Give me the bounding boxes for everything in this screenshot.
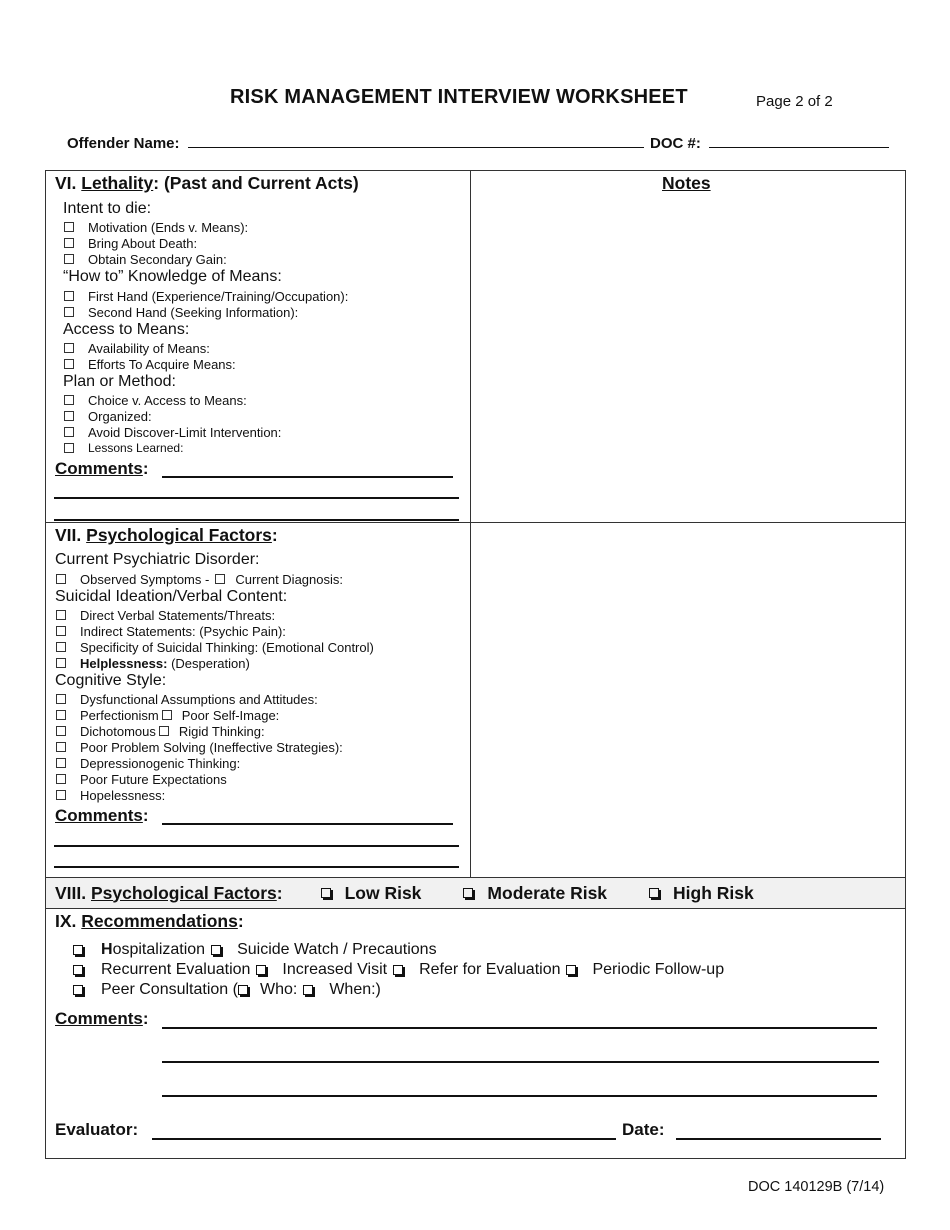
section-9-comments-line[interactable] <box>162 1061 879 1063</box>
checkbox-icon <box>56 758 66 768</box>
checkbox-item[interactable]: Organized: <box>64 408 281 424</box>
checkbox-item[interactable]: Availability of Means: <box>64 340 236 356</box>
checkbox-item[interactable]: Hopelessness: <box>56 787 343 803</box>
suicidal-ideation-label: Suicidal Ideation/Verbal Content: <box>55 588 288 605</box>
page-number: Page 2 of 2 <box>756 93 833 110</box>
date-field[interactable] <box>676 1138 881 1140</box>
who-checkbox[interactable] <box>238 985 248 995</box>
checkbox-item[interactable]: Depressionogenic Thinking: <box>56 755 343 771</box>
checkbox-icon <box>64 395 74 405</box>
checkbox-item[interactable]: Motivation (Ends v. Means): <box>64 219 248 235</box>
offender-name-field[interactable] <box>188 134 644 148</box>
section-7-comments-label: Comments: <box>55 806 149 825</box>
section-divider-7 <box>45 522 906 523</box>
page-title: RISK MANAGEMENT INTERVIEW WORKSHEET <box>230 86 688 108</box>
checkbox-icon <box>56 710 66 720</box>
checkbox-icon <box>64 343 74 353</box>
checkbox-item[interactable]: Observed Symptoms - Current Diagnosis: <box>56 571 343 587</box>
notes-heading: Notes <box>662 173 711 193</box>
column-divider <box>470 170 471 878</box>
section-8-title: VIII. Psychological Factors: <box>55 882 283 903</box>
high-risk-option[interactable]: High Risk <box>649 883 754 904</box>
offender-name-row <box>67 134 644 152</box>
checkbox-item[interactable]: Dichotomous Rigid Thinking: <box>56 723 343 739</box>
section-6-title: VI. Lethality: (Past and Current Acts) <box>55 173 359 193</box>
checkbox-icon <box>64 443 74 453</box>
recommendation-row: Recurrent Evaluation Increased Visit Refer for Evaluation Periodic Follow-up <box>73 960 724 980</box>
doc-number-label: DOC #: <box>650 135 701 152</box>
periodic-follow-up-checkbox[interactable] <box>566 965 576 975</box>
checkbox-item[interactable]: Indirect Statements: (Psychic Pain): <box>56 623 374 639</box>
checkbox-item[interactable]: Bring About Death: <box>64 235 248 251</box>
checkbox-icon <box>64 254 74 264</box>
checkbox-icon <box>64 238 74 248</box>
cognitive-style-list <box>56 691 343 803</box>
checkbox-item[interactable]: Specificity of Suicidal Thinking: (Emotional Control) <box>56 639 374 655</box>
evaluator-field[interactable] <box>152 1138 616 1140</box>
section-7-title: VII. Psychological Factors: <box>55 525 278 545</box>
checkbox-icon <box>56 694 66 704</box>
recommendation-row: H ospitalization Suicide Watch / Precautions <box>73 940 724 960</box>
access-to-means-label: Access to Means: <box>63 321 190 338</box>
section-6-comments-line[interactable] <box>162 476 453 478</box>
checkbox-item[interactable]: First Hand (Experience/Training/Occupation): <box>64 288 348 304</box>
low-risk-option[interactable]: Low Risk <box>321 883 422 904</box>
checkbox-item[interactable]: Lessons Learned: <box>64 440 281 456</box>
checkbox-icon <box>64 222 74 232</box>
section-6-comments-line[interactable] <box>54 497 459 499</box>
checkbox-item[interactable]: Efforts To Acquire Means: <box>64 356 236 372</box>
section-6-comments-line[interactable] <box>54 519 459 521</box>
section-9-comments-line[interactable] <box>162 1027 877 1029</box>
section-9-title: IX. Recommendations: <box>55 911 244 931</box>
checkbox-icon <box>215 574 225 584</box>
checkbox-icon <box>321 888 331 898</box>
knowledge-of-means-label: “How to” Knowledge of Means: <box>63 268 282 285</box>
psychiatric-disorder-label: Current Psychiatric Disorder: <box>55 551 260 568</box>
evaluator-label: Evaluator: <box>55 1120 139 1139</box>
date-label: Date: <box>622 1120 665 1139</box>
checkbox-icon <box>649 888 659 898</box>
checkbox-icon <box>64 359 74 369</box>
checkbox-icon <box>56 774 66 784</box>
checkbox-icon <box>159 726 169 736</box>
intent-to-die-label: Intent to die: <box>63 200 152 217</box>
checkbox-item[interactable]: Second Hand (Seeking Information): <box>64 304 348 320</box>
checkbox-icon <box>64 427 74 437</box>
checkbox-item[interactable]: Helplessness: (Desperation) <box>56 655 374 671</box>
risk-level-row <box>55 878 754 908</box>
hospitalization-checkbox[interactable] <box>73 945 83 955</box>
checkbox-item[interactable]: Perfectionism Poor Self-Image: <box>56 707 343 723</box>
checkbox-item[interactable]: Direct Verbal Statements/Threats: <box>56 607 374 623</box>
checkbox-icon <box>64 411 74 421</box>
checkbox-icon <box>56 610 66 620</box>
suicidal-ideation-list <box>56 607 374 671</box>
checkbox-icon <box>64 291 74 301</box>
intent-to-die-list <box>64 219 248 267</box>
offender-name-label: Offender Name: <box>67 135 180 152</box>
checkbox-icon <box>56 658 66 668</box>
checkbox-item[interactable]: Dysfunctional Assumptions and Attitudes: <box>56 691 343 707</box>
plan-or-method-list <box>64 392 281 456</box>
increased-visit-checkbox[interactable] <box>256 965 266 975</box>
recommendation-row: Peer Consultation ( Who: When:) <box>73 980 724 1000</box>
recurrent-evaluation-checkbox[interactable] <box>73 965 83 975</box>
checkbox-icon <box>463 888 473 898</box>
section-6-comments-label: Comments: <box>55 459 149 478</box>
refer-evaluation-checkbox[interactable] <box>393 965 403 975</box>
access-to-means-list <box>64 340 236 372</box>
peer-consultation-checkbox[interactable] <box>73 985 83 995</box>
when-checkbox[interactable] <box>303 985 313 995</box>
psychiatric-disorder-list <box>56 571 343 587</box>
section-7-comments-line[interactable] <box>54 866 459 868</box>
section-divider-9 <box>45 908 906 909</box>
checkbox-icon <box>56 742 66 752</box>
section-9-comments-line[interactable] <box>162 1095 877 1097</box>
knowledge-of-means-list <box>64 288 348 320</box>
section-7-comments-line[interactable] <box>54 845 459 847</box>
moderate-risk-option[interactable]: Moderate Risk <box>463 883 607 904</box>
checkbox-item[interactable]: Avoid Discover-Limit Intervention: <box>64 424 281 440</box>
checkbox-item[interactable]: Poor Problem Solving (Ineffective Strategies): <box>56 739 343 755</box>
checkbox-item[interactable]: Obtain Secondary Gain: <box>64 251 248 267</box>
doc-number-row <box>650 134 889 152</box>
checkbox-icon <box>56 790 66 800</box>
checkbox-icon <box>162 710 172 720</box>
doc-number-field[interactable] <box>709 134 889 148</box>
cognitive-style-label: Cognitive Style: <box>55 672 167 689</box>
checkbox-item[interactable]: Poor Future Expectations <box>56 771 343 787</box>
plan-or-method-label: Plan or Method: <box>63 373 176 390</box>
checkbox-item[interactable]: Choice v. Access to Means: <box>64 392 281 408</box>
form-number: DOC 140129B (7/14) <box>748 1179 885 1195</box>
section-7-comments-line[interactable] <box>162 823 453 825</box>
checkbox-icon <box>56 626 66 636</box>
checkbox-icon <box>56 726 66 736</box>
checkbox-icon <box>56 642 66 652</box>
checkbox-icon <box>64 307 74 317</box>
recommendations-list <box>73 940 724 1000</box>
section-9-comments-label: Comments: <box>55 1009 149 1028</box>
checkbox-icon <box>56 574 66 584</box>
suicide-watch-checkbox[interactable] <box>211 945 221 955</box>
